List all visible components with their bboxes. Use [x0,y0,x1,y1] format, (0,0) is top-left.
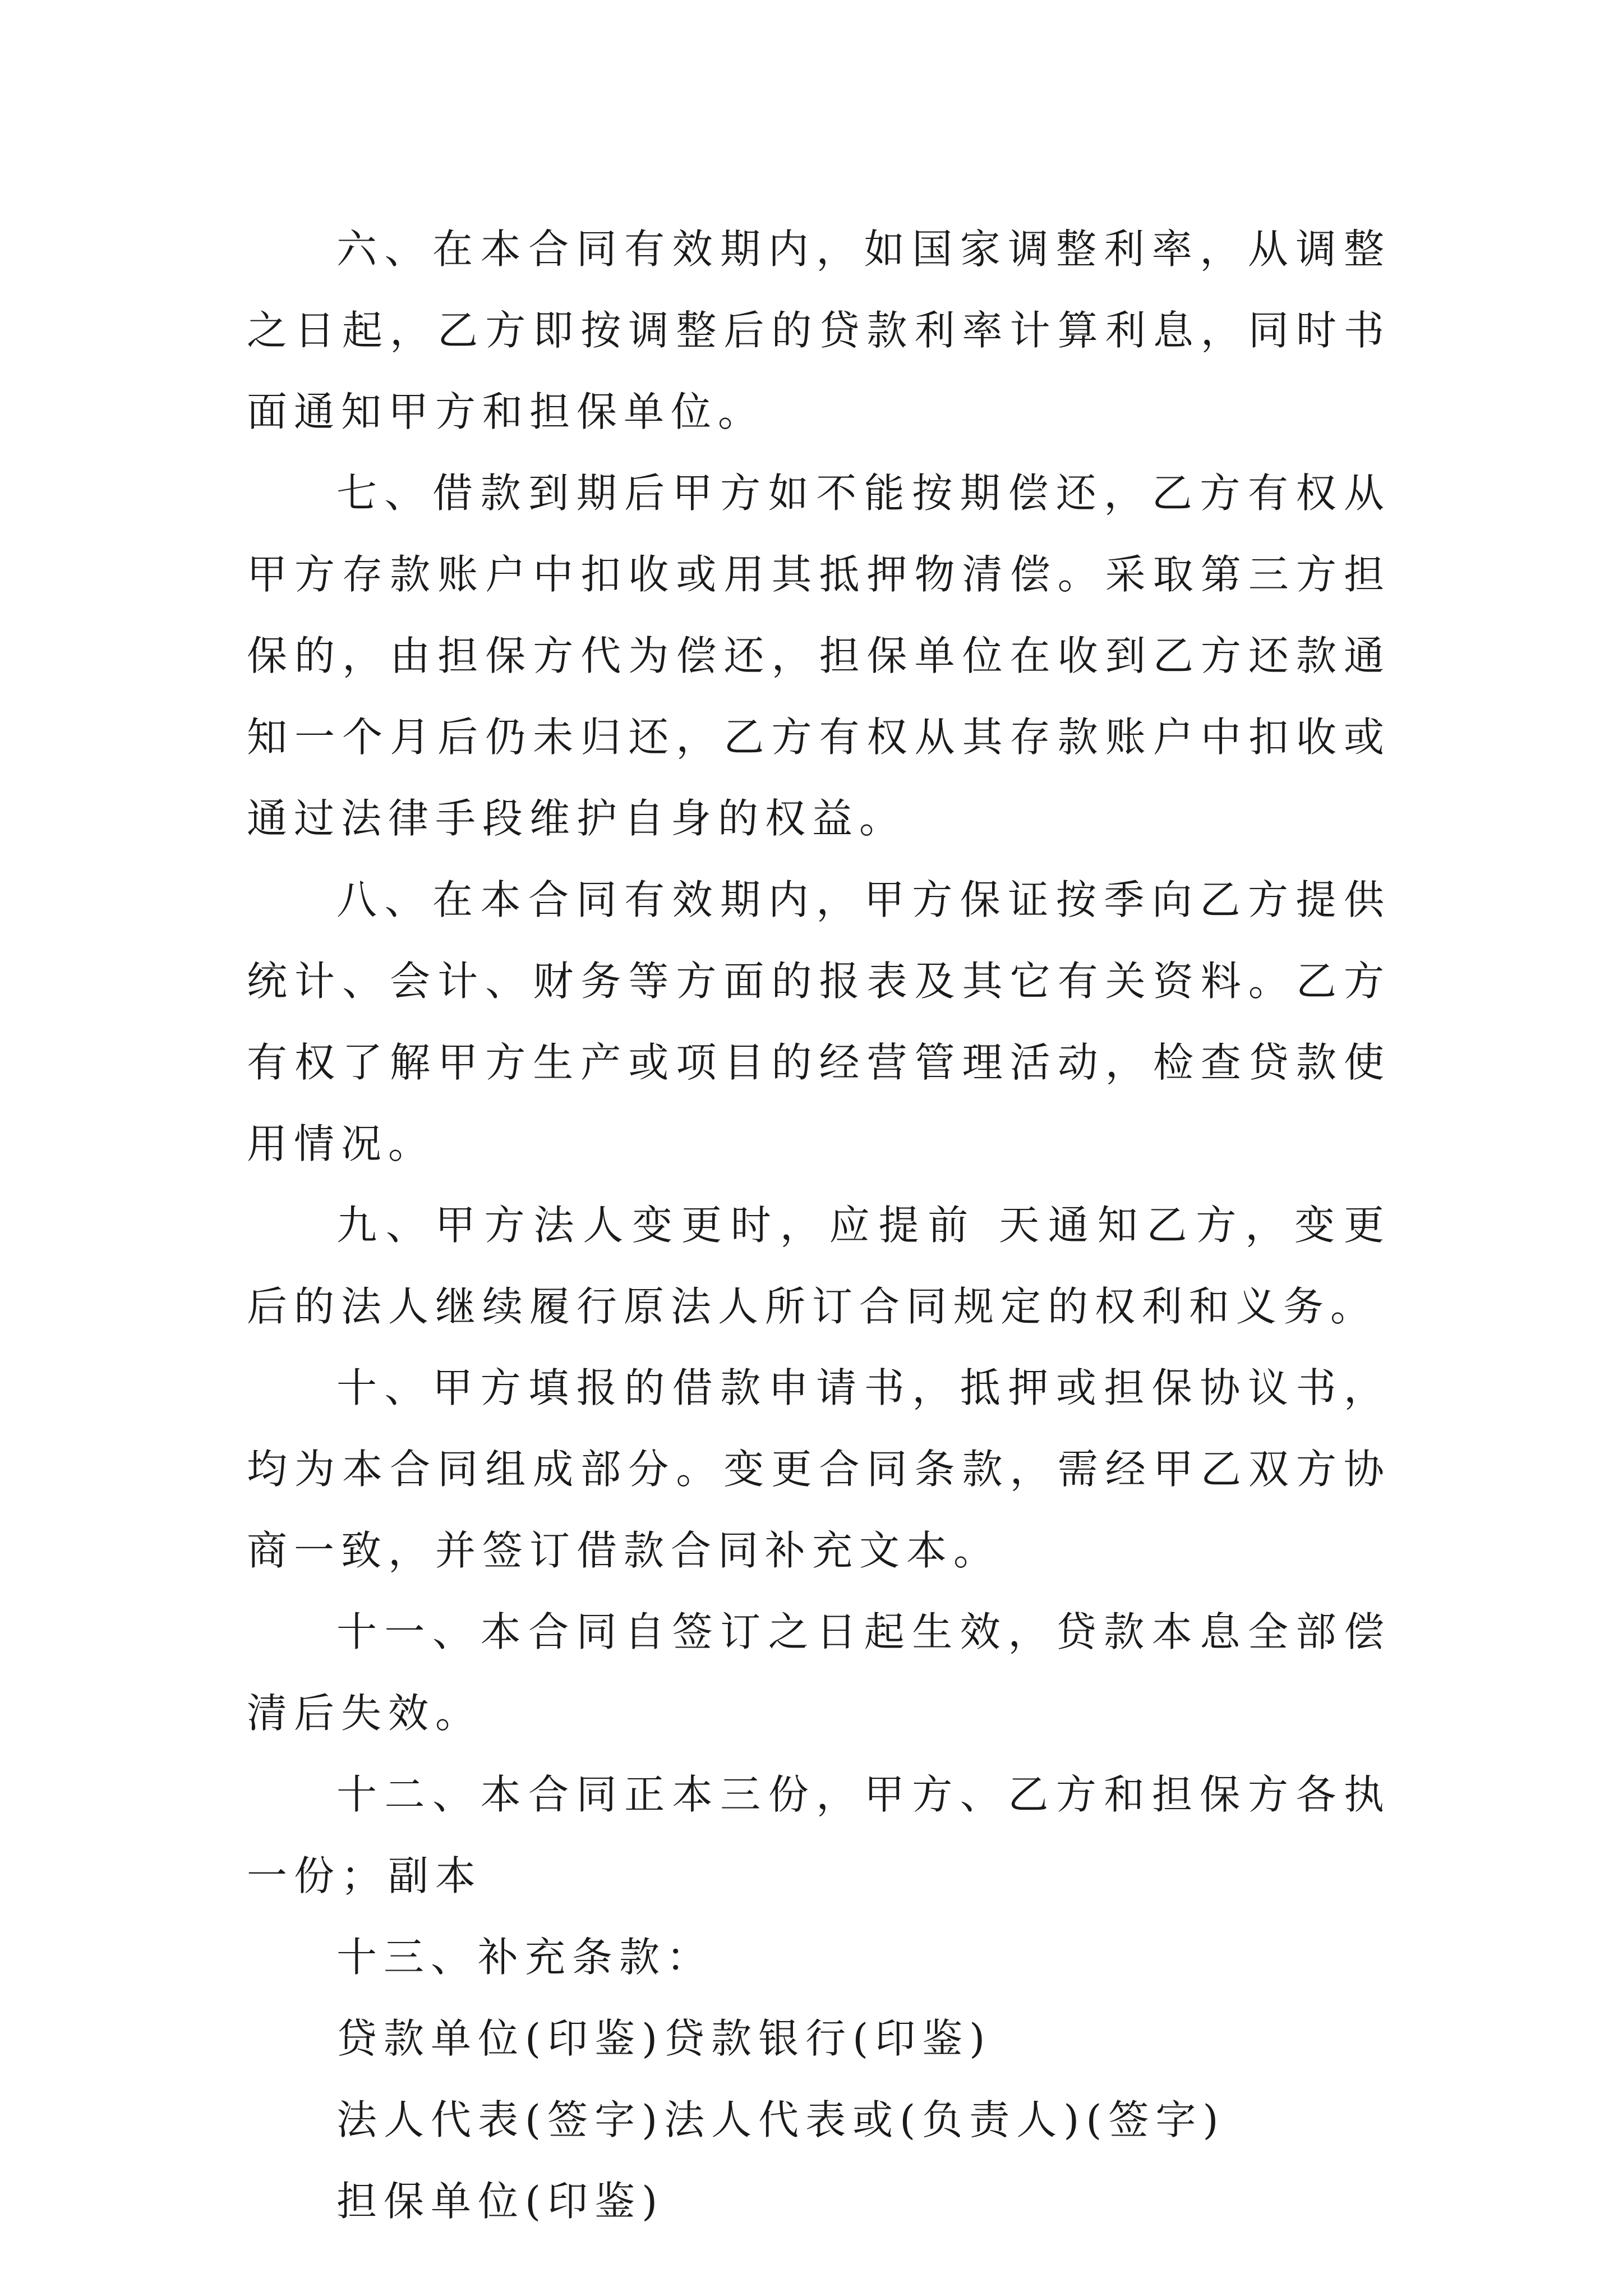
clause-11: 十一、本合同自签订之日起生效，贷款本息全部偿清后失效。 [247,1608,1391,1737]
contract-body [247,209,1391,2242]
clause-10: 十、甲方填报的借款申请书，抵押或担保协议书，均为本合同组成部分。变更合同条款，需经甲乙双方协商一致，并签订借款合同补充文本。 [247,1364,1391,1574]
clause-6: 六、在本合同有效期内，如国家调整利率，从调整之日起，乙方即按调整后的贷款利率计算利息，同时书面通知甲方和担保单位。 [247,226,1391,435]
clause-7: 七、借款到期后甲方如不能按期偿还，乙方有权从甲方存款账户中扣收或用其抵押物清偿。采取第三方担保的，由担保方代为偿还，担保单位在收到乙方还款通知一个月后仍未归还，乙方有权从其存款账户中扣收或通过法律手段维护自身的权益。 [247,470,1391,842]
signature-line-lender-borrower: 贷款单位(印鉴)贷款银行(印鉴) [336,2015,992,2062]
clause-13-heading: 十三、补充条款： [336,1934,714,1981]
clause-12: 十二、本合同正本三份，甲方、乙方和担保方各执一份；副本 [247,1771,1391,1899]
signature-line-guarantor: 担保单位(印鉴) [336,2178,665,2225]
signature-line-legal-representatives: 法人代表(签字)法人代表或(负责人)(签字) [336,2096,1225,2143]
clause-9: 九、甲方法人变更时，应提前 天通知乙方，变更后的法人继续履行原法人所订合同规定的权利和义务。 [247,1202,1391,1330]
clause-8: 八、在本合同有效期内，甲方保证按季向乙方提供统计、会计、财务等方面的报表及其它有关资料。乙方有权了解甲方生产或项目的经营管理活动，检查贷款使用情况。 [247,876,1391,1167]
